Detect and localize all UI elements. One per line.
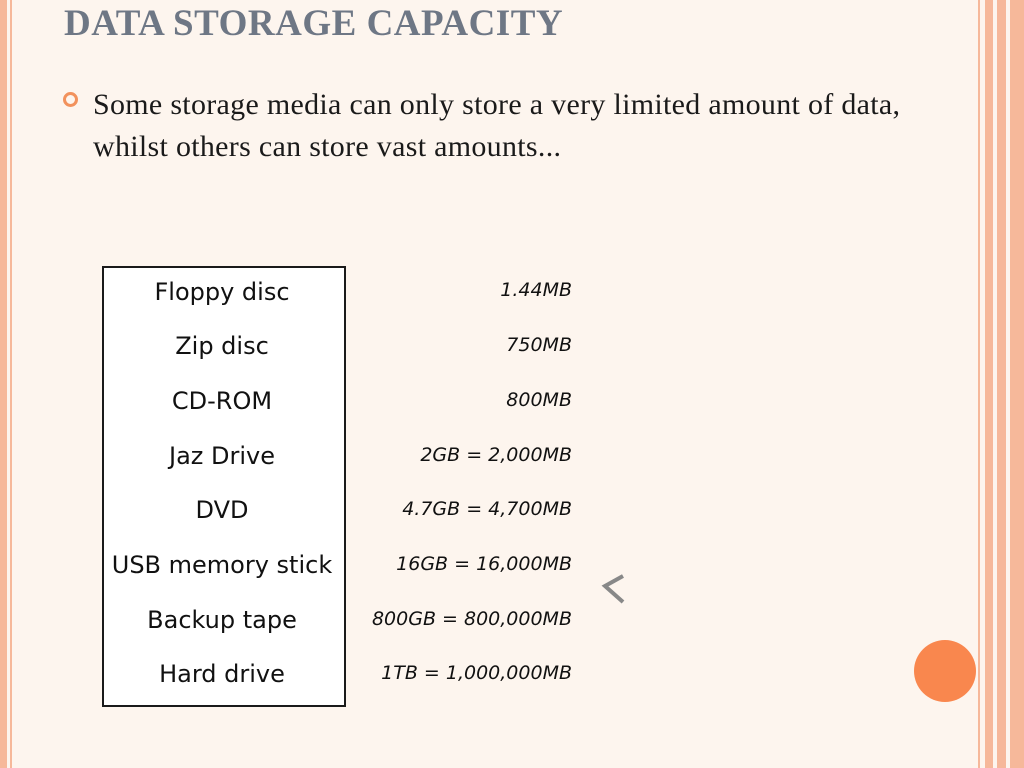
media-name: DVD <box>195 496 249 524</box>
arrow-fragment-icon <box>601 574 625 606</box>
media-capacity: 800MB <box>506 389 572 411</box>
orange-circle-decoration <box>914 640 976 702</box>
media-name: Zip disc <box>175 332 269 360</box>
right-border-stripe-3 <box>1010 0 1024 768</box>
left-border-line <box>10 0 12 768</box>
media-capacity: 800GB = 800,000MB <box>371 608 572 630</box>
bullet-circle-icon <box>63 92 78 107</box>
media-name: Backup tape <box>147 606 297 634</box>
media-capacity: 16GB = 16,000MB <box>396 553 572 575</box>
slide-title: DATA STORAGE CAPACITY <box>64 3 564 44</box>
media-capacity: 1.44MB <box>500 279 572 301</box>
media-capacity: 4.7GB = 4,700MB <box>402 498 572 520</box>
right-border-stripe <box>985 0 993 768</box>
media-name: Hard drive <box>159 660 285 688</box>
media-capacity: 2GB = 2,000MB <box>420 444 572 466</box>
media-name: Jaz Drive <box>169 442 275 470</box>
storage-capacity-figure <box>98 260 628 710</box>
media-capacity: 750MB <box>506 334 572 356</box>
media-name: CD-ROM <box>171 387 273 415</box>
left-border-stripe <box>0 0 7 768</box>
media-capacity: 1TB = 1,000,000MB <box>381 662 572 684</box>
right-border-stripe-2 <box>997 0 1006 768</box>
media-name: Floppy disc <box>154 278 290 306</box>
bullet-text: Some storage media can only store a very limited amount of data, whilst others can store vast amounts... <box>93 88 901 163</box>
media-name: USB memory stick <box>111 551 333 579</box>
